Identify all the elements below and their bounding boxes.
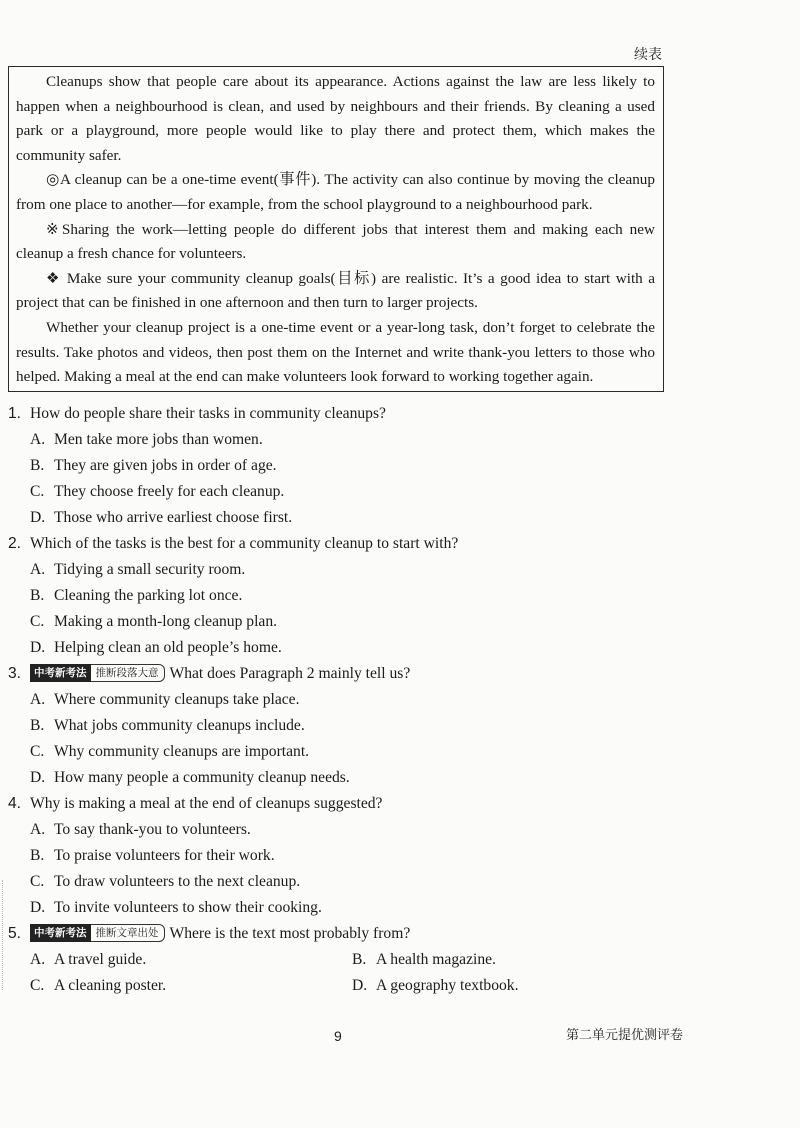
option-b (8, 713, 668, 739)
option-letter: C. (30, 873, 45, 890)
option-text: To draw volunteers to the next cleanup. (54, 873, 301, 890)
tag-main: 中考新考法 (30, 664, 91, 682)
option-d (8, 895, 668, 921)
question-type-tag (30, 924, 165, 942)
option-letter: A. (30, 561, 46, 578)
option-a (8, 427, 668, 453)
question-5 (8, 921, 668, 999)
question-list (8, 401, 668, 999)
tag-sub: 推断文章出处 (91, 924, 165, 942)
option-c (30, 973, 352, 999)
option-letter: C. (30, 743, 45, 760)
option-text: A travel guide. (54, 951, 147, 968)
option-letter: A. (30, 691, 46, 708)
option-letter: A. (30, 951, 46, 968)
option-text: To invite volunteers to show their cooking. (54, 899, 322, 916)
passage-paragraph: Cleanups show that people care about its appearance. Actions against the law are less likely to happen when a neighbourhood is clean, and used by neighbours and their friends. By cleaning a used park or a playground, more people would like to play there and protect them, which makes the community safer. (16, 73, 655, 164)
option-letter: B. (352, 951, 367, 968)
option-text: Making a month-long cleanup plan. (54, 613, 278, 630)
binding-margin-dots (2, 880, 4, 990)
option-letter: B. (30, 847, 45, 864)
option-d (8, 765, 668, 791)
option-letter: C. (30, 483, 45, 500)
option-text: Where community cleanups take place. (54, 691, 300, 708)
question-number: 4. (8, 795, 22, 812)
option-a (8, 687, 668, 713)
option-b (8, 843, 668, 869)
option-letter: D. (30, 639, 46, 656)
reading-passage-box (8, 66, 664, 392)
page-number: 9 (334, 1028, 342, 1044)
option-text: They choose freely for each cleanup. (54, 483, 285, 500)
question-type-tag (30, 664, 165, 682)
option-text: To say thank-you to volunteers. (54, 821, 251, 838)
option-c (8, 739, 668, 765)
option-letter: B. (30, 587, 45, 604)
question-number: 5. (8, 925, 22, 942)
passage-paragraph: Whether your cleanup project is a one-time event or a year-long task, don’t forget to celebrate the results. Take photos and videos, then post them on the Internet and write thank-you letters to those who helped. Making a meal at the end can make volunteers look forward to working together again. (16, 318, 655, 386)
question-stem: Which of the tasks is the best for a community cleanup to start with? (30, 535, 459, 552)
option-b (8, 453, 668, 479)
option-letter: A. (30, 431, 46, 448)
passage-paragraph: ◎A cleanup can be a one-time event(事件). The activity can also continue by moving the cleanup from one place to another—for example, from the school playground to a neighbourhood park. (16, 171, 655, 213)
option-b (8, 583, 668, 609)
option-letter: D. (30, 899, 46, 916)
option-letter: B. (30, 717, 45, 734)
question-number: 2. (8, 535, 22, 552)
question-4 (8, 791, 668, 921)
option-text: How many people a community cleanup needs. (54, 769, 350, 786)
option-text: Tidying a small security room. (54, 561, 246, 578)
option-letter: D. (30, 509, 46, 526)
option-d (8, 635, 668, 661)
question-1 (8, 401, 668, 531)
option-text: To praise volunteers for their work. (54, 847, 275, 864)
option-letter: D. (352, 977, 368, 994)
question-number: 1. (8, 405, 22, 422)
option-a (30, 947, 352, 973)
option-a (8, 817, 668, 843)
option-b (352, 947, 652, 973)
option-letter: A. (30, 821, 46, 838)
option-c (8, 479, 668, 505)
option-text: A cleaning poster. (54, 977, 167, 994)
option-a (8, 557, 668, 583)
option-text: What jobs community cleanups include. (54, 717, 305, 734)
passage-paragraph: ❖ Make sure your community cleanup goals(目标) are realistic. It’s a good idea to start with a project that can be finished in one afternoon and then turn to larger projects. (16, 269, 655, 312)
option-text: Men take more jobs than women. (54, 431, 263, 448)
question-stem: What does Paragraph 2 mainly tell us? (169, 665, 411, 682)
option-text: Those who arrive earliest choose first. (54, 509, 293, 526)
option-text: A health magazine. (376, 951, 496, 968)
tag-main: 中考新考法 (30, 924, 91, 942)
question-stem: Why is making a meal at the end of cleanups suggested? (30, 795, 383, 812)
option-d (8, 505, 668, 531)
option-text: They are given jobs in order of age. (54, 457, 277, 474)
option-letter: B. (30, 457, 45, 474)
option-text: Helping clean an old people’s home. (54, 639, 282, 656)
option-letter: D. (30, 769, 46, 786)
tag-sub: 推断段落大意 (91, 664, 165, 682)
footer-title: 第二单元提优测评卷 (566, 1028, 684, 1043)
option-d (352, 973, 652, 999)
option-letter: C. (30, 977, 45, 994)
option-c (8, 869, 668, 895)
question-stem: Where is the text most probably from? (169, 925, 411, 942)
question-2 (8, 531, 668, 661)
continued-label: 续表 (634, 47, 662, 63)
question-number: 3. (8, 665, 22, 682)
option-letter: C. (30, 613, 45, 630)
option-c (8, 609, 668, 635)
option-text: Cleaning the parking lot once. (54, 587, 243, 604)
option-text: A geography textbook. (376, 977, 519, 994)
passage-paragraph: ※Sharing the work—letting people do different jobs that interest them and making each new cleanup a fresh chance for volunteers. (16, 220, 655, 263)
question-3 (8, 661, 668, 791)
option-text: Why community cleanups are important. (54, 743, 310, 760)
question-stem: How do people share their tasks in community cleanups? (30, 405, 386, 422)
